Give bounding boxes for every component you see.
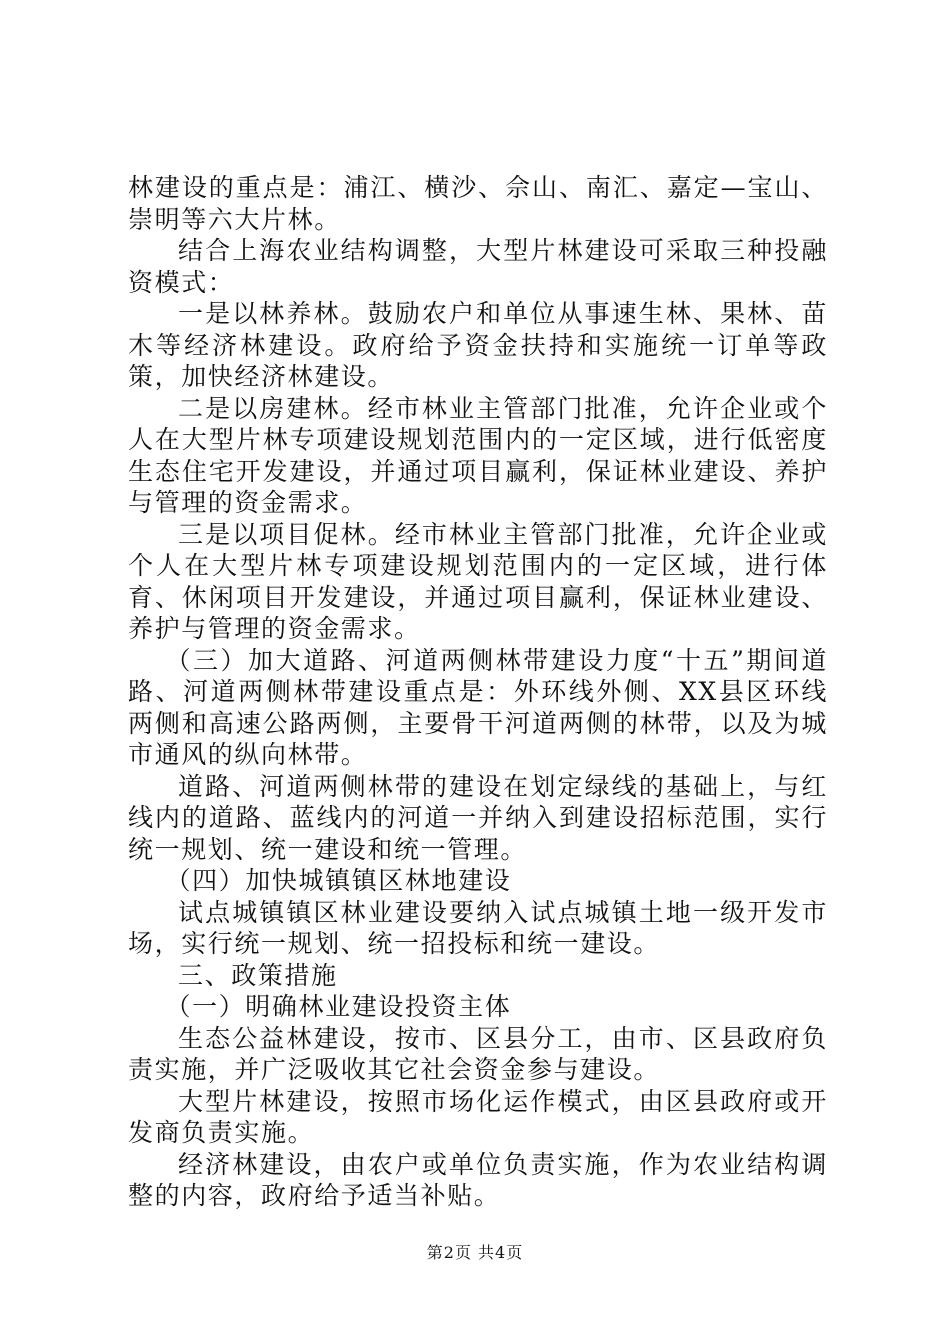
page-footer — [0, 1240, 950, 1263]
paragraph-10: 大型片林建设，按照市场化运作模式，由区县政府或开发商负责实施。 — [128, 1086, 828, 1147]
paragraph-5: 三是以项目促林。经市林业主管部门批准，允许企业或个人在大型片林专项建设规划范围内的一定区域，进行体育、休闲项目开发建设，并通过项目赢利，保证林业建设、养护与管理的资金需求。 — [128, 519, 828, 643]
page-number: 第2页 共4页 — [426, 1243, 524, 1262]
paragraph-1: 林建设的重点是：浦江、横沙、佘山、南汇、嘉定—宝山、崇明等六大片林。 — [128, 173, 828, 234]
paragraph-7: 道路、河道两侧林带的建设在划定绿线的基础上，与红线内的道路、蓝线内的河道一并纳入到建设招标范围，实行统一规划、统一建设和统一管理。 — [128, 771, 828, 864]
paragraph-11: 经济林建设，由农户或单位负责实施，作为农业结构调整的内容，政府给予适当补贴。 — [128, 1149, 828, 1210]
section-heading-4: （四）加快城镇镇区林地建设 — [165, 866, 512, 895]
paragraph-8: 试点城镇镇区林业建设要纳入试点城镇土地一级开发市场，实行统一规划、统一招投标和统一建设。 — [128, 897, 828, 958]
paragraph-6: （三）加大道路、河道两侧林带建设力度“十五”期间道路、河道两侧林带建设重点是：外环线外侧、XX县区环线两侧和高速公路两侧，主要骨干河道两侧的林带，以及为城市通风的纵向林带。 — [128, 645, 828, 769]
paragraph-3: 一是以林养林。鼓励农户和单位从事速生林、果林、苗木等经济林建设。政府给予资金扶持和实施统一订单等政策，加快经济林建设。 — [128, 299, 828, 391]
document-body — [128, 172, 828, 1212]
paragraph-9: 生态公益林建设，按市、区县分工，由市、区县政府负责实施，并广泛吸收其它社会资金参与建设。 — [128, 1023, 828, 1084]
paragraph-2: 结合上海农业结构调整，大型片林建设可采取三种投融资模式： — [128, 236, 828, 297]
paragraph-4: 二是以房建林。经市林业主管部门批准，允许企业或个人在大型片林专项建设规划范围内的一定区域，进行低密度生态住宅开发建设，并通过项目赢利，保证林业建设、养护与管理的资金需求。 — [128, 393, 828, 517]
subsection-heading-1: （一）明确林业建设投资主体 — [165, 992, 512, 1021]
section-heading-3: 三、政策措施 — [178, 960, 338, 990]
